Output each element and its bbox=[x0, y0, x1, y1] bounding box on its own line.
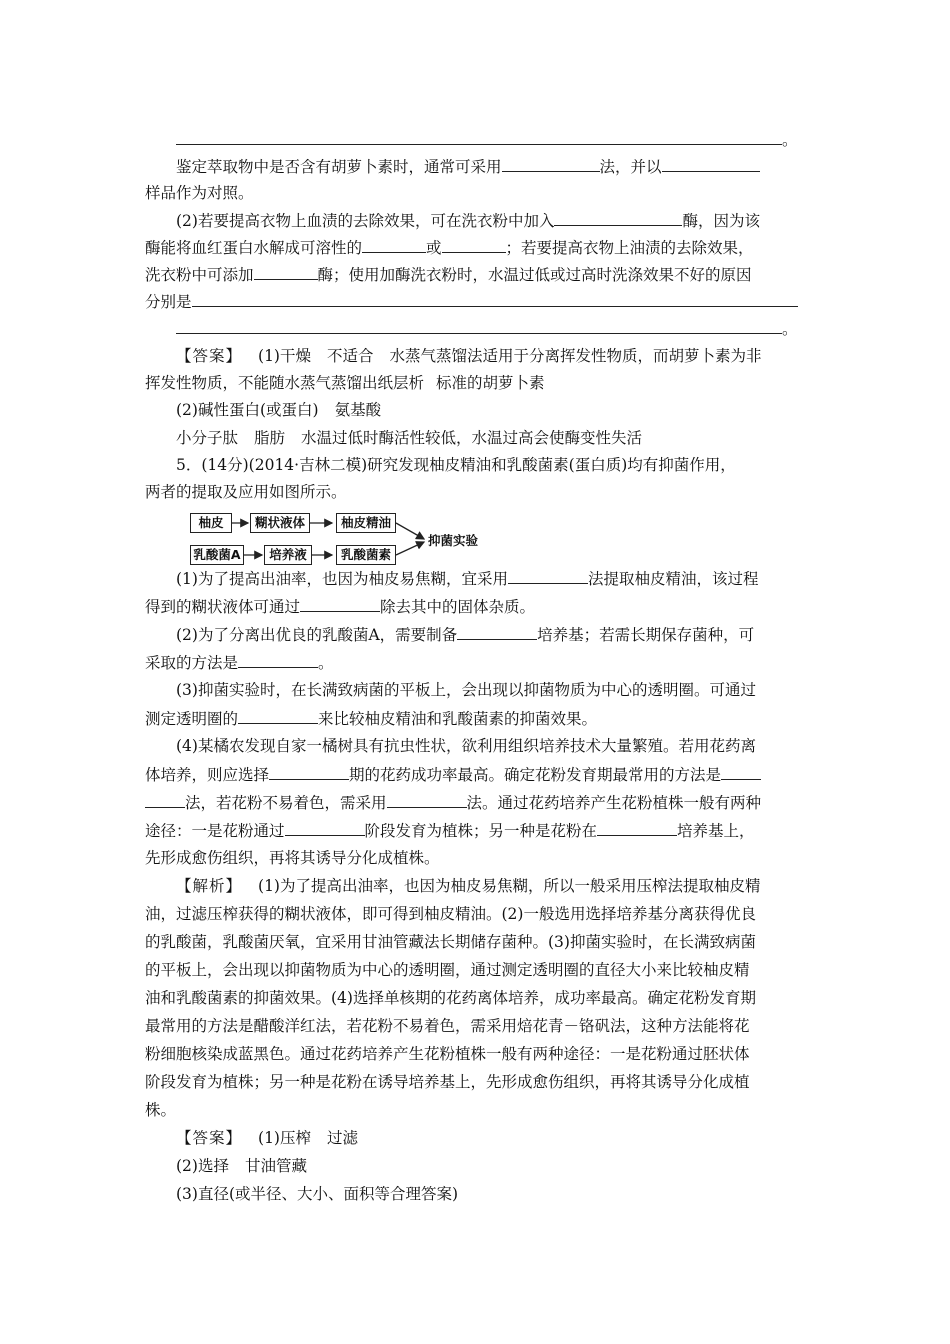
text: 分别是 bbox=[145, 293, 192, 311]
text-line bbox=[176, 209, 846, 232]
analysis-line bbox=[145, 1015, 815, 1037]
text: 鉴定萃取物中是否含有胡萝卜素时，通常可采用 bbox=[176, 158, 502, 176]
answer-tag: 【答案】 bbox=[176, 347, 243, 365]
answer-blank bbox=[721, 763, 761, 780]
text: 挥发性物质，不能随水蒸气蒸馏出纸层析 bbox=[145, 374, 425, 392]
answer-blank bbox=[176, 128, 782, 145]
text: (2)若要提高衣物上血渍的去除效果，可在洗衣粉中加入 bbox=[176, 212, 555, 230]
question-line bbox=[145, 819, 815, 842]
text: 的平板上，会出现以抑菌物质为中心的透明圈，通过测定透明圈的直径大小来比较柚皮精 bbox=[145, 961, 750, 979]
text: 5．(14分)(2014·吉林二模)研究发现柚皮精油和乳酸菌素(蛋白质)均有抑菌作用， bbox=[176, 456, 736, 474]
text: 的乳酸菌，乳酸菌厌氧，宜采用甘油管藏法长期储存菌种。(3)抑菌实验时，在长满致病菌 bbox=[145, 933, 756, 951]
question-line bbox=[145, 791, 815, 814]
text: 。 bbox=[782, 131, 798, 149]
question-line bbox=[176, 679, 846, 701]
text: (2)碱性蛋白(或蛋白) bbox=[176, 401, 319, 419]
text: 油和乳酸菌素的抑菌效果。(4)选择单核期的花药离体培养，成功率最高。确定花粉发育期 bbox=[145, 989, 756, 1007]
arrow bbox=[396, 542, 424, 555]
text: 采取的方法是 bbox=[145, 654, 239, 672]
text: 小分子肽 bbox=[176, 429, 239, 447]
text: 。 bbox=[782, 320, 798, 338]
text: 法提取柚皮精油，该过程 bbox=[587, 570, 759, 588]
question-line bbox=[176, 735, 846, 757]
question-line bbox=[145, 707, 815, 730]
answer-blank bbox=[192, 290, 798, 307]
text: ；若要提高衣物上油渍的去除效果， bbox=[505, 239, 754, 257]
analysis-line bbox=[145, 931, 815, 953]
diagram-box-lactic-bacteria: 乳酸菌A bbox=[190, 545, 244, 565]
answer-blank bbox=[176, 317, 782, 334]
text: 体培养，则应选择 bbox=[145, 766, 270, 784]
text: 两者的提取及应用如图所示。 bbox=[145, 483, 347, 501]
text: 水温过低时酶活性较低，水温过高会使酶变性失活 bbox=[301, 429, 643, 447]
text: 阶段发育为植株；另一种是花粉在 bbox=[364, 822, 598, 840]
answer-blank bbox=[362, 236, 426, 253]
question-line bbox=[176, 623, 846, 646]
analysis-line bbox=[145, 1043, 815, 1065]
answer-blank bbox=[554, 209, 682, 226]
answer-blank bbox=[269, 763, 349, 780]
analysis-line bbox=[145, 1099, 815, 1121]
answer-blank bbox=[457, 623, 537, 640]
text: 期的花药成功率最高。确定花粉发育期最常用的方法是 bbox=[349, 766, 722, 784]
text: 最常用的方法是醋酸洋红法，若花粉不易着色，需采用焙花青－铬矾法，这种方法能将花 bbox=[145, 1017, 750, 1035]
text: 阶段发育为植株；另一种是花粉在诱导培养基上，先形成愈伤组织，再将其诱导分化成植 bbox=[145, 1073, 750, 1091]
text: 测定透明圈的 bbox=[145, 710, 239, 728]
question-line bbox=[145, 651, 815, 674]
analysis-tag: 【解析】 bbox=[176, 877, 243, 895]
question-line bbox=[145, 763, 815, 786]
text-line bbox=[145, 263, 815, 286]
text: 来比较柚皮精油和乳酸菌素的抑菌效果。 bbox=[318, 710, 598, 728]
answer-line bbox=[176, 427, 846, 449]
answer-blank bbox=[442, 236, 506, 253]
text: 甘油管藏 bbox=[244, 1157, 307, 1175]
text: 脂肪 bbox=[254, 429, 286, 447]
text: 过滤 bbox=[326, 1129, 358, 1147]
text-line bbox=[176, 155, 846, 178]
text: (3)直径(或半径、大小、面积等合理答案) bbox=[176, 1185, 459, 1203]
text: 法，并以 bbox=[599, 158, 662, 176]
answer-blank bbox=[387, 791, 467, 808]
answer-blank bbox=[145, 791, 185, 808]
arrow bbox=[396, 523, 424, 539]
text: (1)为了提高出油率，也因为柚皮易焦糊，所以一般采用压榨法提取柚皮精 bbox=[258, 877, 761, 895]
text: 粉细胞核染成蓝黑色。通过花药培养产生花粉植株一般有两种途径：一是花粉通过胚状体 bbox=[145, 1045, 750, 1063]
flow-diagram bbox=[188, 512, 508, 574]
text: 或 bbox=[426, 239, 442, 257]
diagram-target-label: 抑菌实验 bbox=[428, 533, 479, 548]
text-line bbox=[145, 182, 815, 204]
question-line bbox=[176, 454, 846, 476]
text: 培养基；若需长期保存菌种，可 bbox=[537, 626, 755, 644]
question-line bbox=[176, 567, 846, 590]
answer-blank bbox=[508, 567, 588, 584]
text: 油，过滤压榨获得的糊状液体，即可得到柚皮精油。(2)一般选用选择培养基分离获得优良 bbox=[145, 905, 756, 923]
text: 酶，因为该 bbox=[682, 212, 760, 230]
text: 标准的胡萝卜素 bbox=[436, 374, 545, 392]
text: (1)为了提高出油率，也因为柚皮易焦糊，宜采用 bbox=[176, 570, 508, 588]
text: (2)选择 bbox=[176, 1157, 229, 1175]
text-line bbox=[176, 317, 846, 340]
question-line bbox=[145, 847, 815, 869]
analysis-line bbox=[176, 875, 846, 897]
text: 得到的糊状液体可通过 bbox=[145, 598, 301, 616]
answer-line bbox=[176, 1183, 846, 1205]
answer-blank bbox=[254, 263, 318, 280]
text: 培养基上， bbox=[677, 822, 755, 840]
text: 途径：一是花粉通过 bbox=[145, 822, 285, 840]
question-line bbox=[145, 595, 815, 618]
text: 。 bbox=[318, 654, 334, 672]
text: 不适合 bbox=[326, 347, 374, 365]
analysis-line bbox=[145, 987, 815, 1009]
text-line bbox=[176, 128, 846, 151]
question-line bbox=[145, 481, 815, 503]
answer-tag: 【答案】 bbox=[176, 1129, 243, 1147]
answer-blank bbox=[502, 155, 600, 172]
analysis-line bbox=[145, 959, 815, 981]
text: 水蒸气蒸馏法适用于分离挥发性物质，而胡萝卜素为非 bbox=[389, 347, 762, 365]
text-line bbox=[145, 290, 815, 313]
diagram-box-paste-liquid: 糊状液体 bbox=[250, 513, 310, 533]
answer-blank bbox=[597, 819, 677, 836]
diagram-box-peel-oil: 柚皮精油 bbox=[336, 513, 396, 533]
text: 法。通过花药培养产生花粉植株一般有两种 bbox=[466, 794, 762, 812]
answer-line bbox=[176, 1127, 846, 1149]
analysis-line bbox=[145, 1071, 815, 1093]
text: 酶；使用加酶洗衣粉时，水温过低或过高时洗涤效果不好的原因 bbox=[317, 266, 752, 284]
answer-blank bbox=[285, 819, 365, 836]
answer-blank bbox=[662, 155, 760, 172]
answer-blank bbox=[238, 707, 318, 724]
answer-line bbox=[176, 1155, 846, 1177]
diagram-box-culture-fluid: 培养液 bbox=[264, 545, 312, 565]
text-line bbox=[145, 236, 815, 259]
answer-line bbox=[145, 372, 815, 394]
text: (1)干燥 bbox=[258, 347, 311, 365]
answer-blank bbox=[238, 651, 318, 668]
answer-line bbox=[176, 345, 846, 367]
text: 法，若花粉不易着色，需采用 bbox=[185, 794, 387, 812]
text: (1)压榨 bbox=[258, 1129, 311, 1147]
analysis-line bbox=[145, 903, 815, 925]
text: 洗衣粉中可添加 bbox=[145, 266, 254, 284]
text: 酶能将血红蛋白水解成可溶性的 bbox=[145, 239, 363, 257]
answer-blank bbox=[300, 595, 380, 612]
diagram-box-nisin: 乳酸菌素 bbox=[336, 545, 396, 565]
text: (4)某橘农发现自家一橘树具有抗虫性状，欲利用组织培养技术大量繁殖。若用花药离 bbox=[176, 737, 756, 755]
text: (3)抑菌实验时，在长满致病菌的平板上，会出现以抑菌物质为中心的透明圈。可通过 bbox=[176, 681, 756, 699]
text: 除去其中的固体杂质。 bbox=[380, 598, 536, 616]
answer-line bbox=[176, 399, 846, 421]
text: 先形成愈伤组织，再将其诱导分化成植株。 bbox=[145, 849, 440, 867]
text: 样品作为对照。 bbox=[145, 184, 254, 202]
diagram-box-pomelo-peel: 柚皮 bbox=[190, 513, 232, 533]
text: (2)为了分离出优良的乳酸菌A，需要制备 bbox=[176, 626, 458, 644]
text: 氨基酸 bbox=[334, 401, 382, 419]
text: 株。 bbox=[145, 1101, 177, 1119]
